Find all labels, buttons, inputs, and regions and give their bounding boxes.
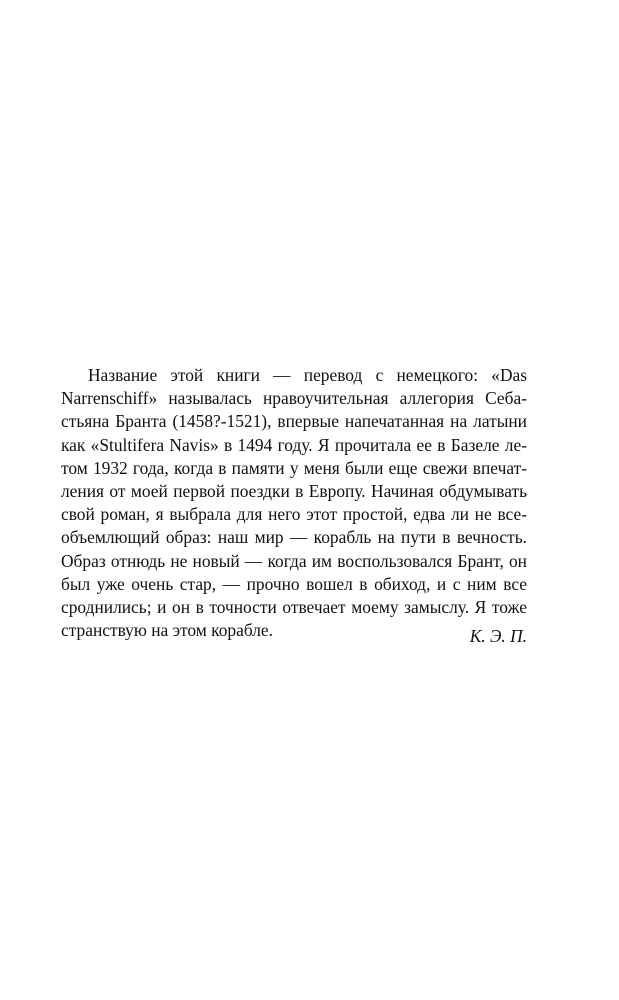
epigraph-line: ления от моей первой поездки в Европу. Начиная обдумывать [61, 480, 527, 501]
author-initials: К. Э. П. [469, 626, 527, 646]
epigraph-line: Narrenschiff» называлась нравоучительная аллегория Себа- [61, 388, 527, 409]
epigraph-line: Название этой книги — перевод с немецкого: «Das [88, 365, 527, 385]
epigraph-line: стьяна Бранта (1458?-1521), впервые напечатанная на латыни [61, 411, 527, 432]
epigraph-line: объемлющий образ: наш мир — корабль на пути в вечность. [61, 527, 527, 548]
epigraph-line: том 1932 года, когда в памяти у меня были еще свежи впечат- [61, 457, 527, 478]
epigraph-line: свой роман, я выбрала для него этот простой, едва ли не все- [61, 504, 527, 525]
epigraph-line: был уже очень стар, — прочно вошел в обиход, и с ним все [61, 573, 527, 594]
epigraph-line: как «Stultifera Navis» в 1494 году. Я прочитала ее в Базеле ле- [61, 434, 527, 455]
epigraph-paragraph [61, 364, 527, 642]
epigraph-line-last: странствую на этом корабле. [61, 620, 273, 641]
epigraph-line: Образ отнюдь не новый — когда им воспользовался Брант, он [61, 550, 527, 571]
epigraph-line: сроднились; и он в точности отвечает моему замыслу. Я тоже [61, 596, 527, 617]
